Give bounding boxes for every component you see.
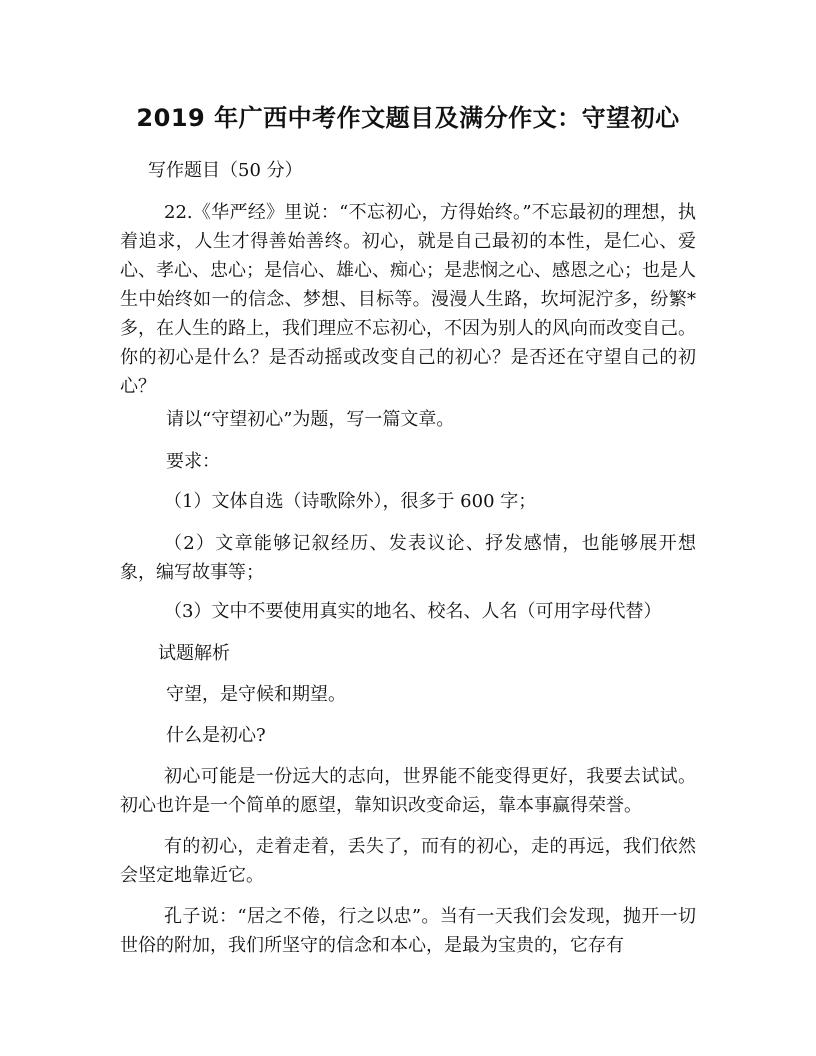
requirement-1: （1）文体自选（诗歌除外），很多于 600 字； xyxy=(164,491,537,512)
analysis-paragraph-2: 什么是初心? xyxy=(166,725,266,746)
document-title: 2019 年广西中考作文题目及满分作文：守望初心 xyxy=(136,104,680,132)
requirements-label: 要求： xyxy=(166,451,220,472)
requirement-2: （2）文章能够记叙经历、发表议论、抒发感情，也能够展开想象，编写故事等； xyxy=(120,533,696,583)
analysis-heading: 试题解析 xyxy=(158,643,230,664)
requirement-3: （3）文中不要使用真实的地名、校名、人名（可用字母代替） xyxy=(164,601,662,622)
instruction-text: 请以“守望初心”为题，写一篇文章。 xyxy=(166,409,455,430)
section-heading: 写作题目（50 分） xyxy=(148,160,303,181)
analysis-paragraph-3: 初心可能是一份远大的志向，世界能不能变得更好，我要去试试。初心也许是一个简单的愿望，靠知识改变命运，靠本事赢得荣誉。 xyxy=(120,766,696,816)
analysis-paragraph-1: 守望，是守候和期望。 xyxy=(166,684,346,705)
prompt-paragraph: 22.《华严经》里说：“不忘初心，方得始终。”不忘最初的理想，执着追求，人生才得善始善终。初心，就是自己最初的本性，是仁心、爱心、孝心、忠心；是信心、雄心、痴心；是悲悯之心、感恩之心；也是人生中始终如一的信念、梦想、目标等。漫漫人生路，坎坷泥泞多，纷繁*多，在人生的路上，我们理应不忘初心，不因为别人的风向而改变自己。你的初心是什么？是否动摇或改变自己的初心？是否还在守望自己的初心？ xyxy=(120,202,696,397)
analysis-paragraph-5: 孔子说：“居之不倦，行之以忠”。当有一天我们会发现，抛开一切世俗的附加，我们所坚守的信念和本心，是最为宝贵的，它存有 xyxy=(120,906,696,956)
analysis-paragraph-4: 有的初心，走着走着，丢失了，而有的初心，走的再远，我们依然会坚定地靠近它。 xyxy=(120,836,696,886)
